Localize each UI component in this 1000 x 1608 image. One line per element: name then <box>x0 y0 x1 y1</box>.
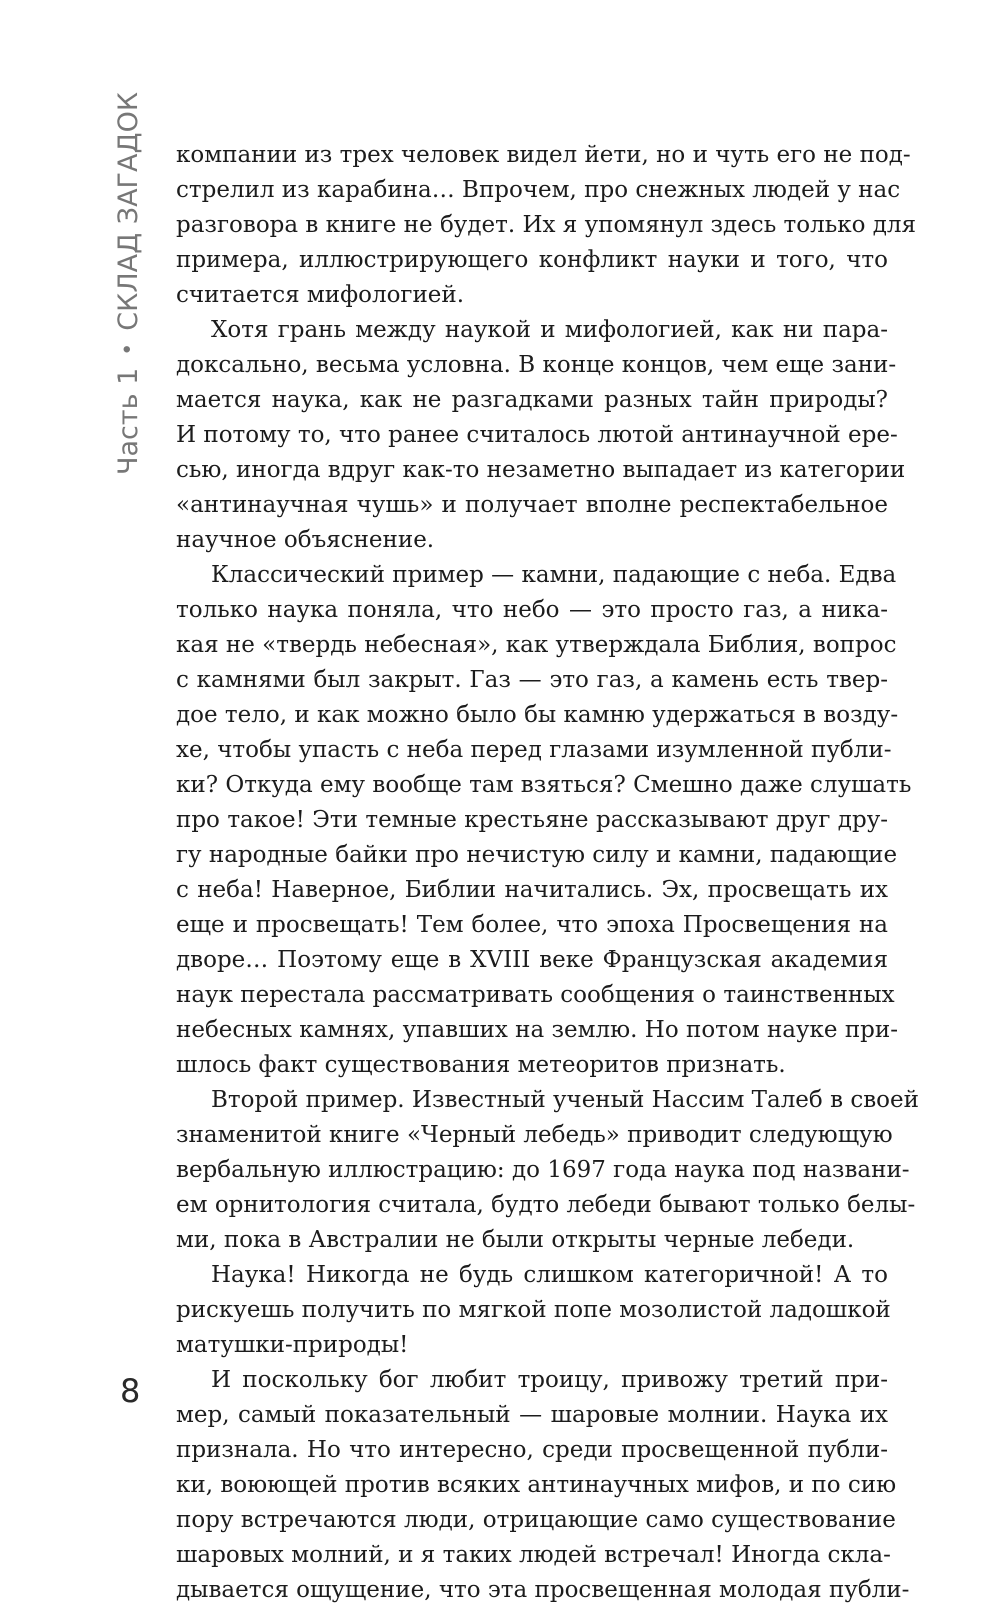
text-line: кая не «твердь небесная», как утверждала Библия, вопрос <box>176 632 897 658</box>
text-line: небесных камнях, упавших на землю. Но потом науке при- <box>176 1017 898 1043</box>
text-line: доксально, весьма условна. В конце концов, чем еще зани- <box>176 352 897 378</box>
running-head <box>108 92 148 475</box>
text-line: ки, воюющей против всяких антинаучных мифов, и по сию <box>176 1472 897 1498</box>
text-line: наук перестала рассматривать сообщения о таинственных <box>176 982 895 1008</box>
text-line: гу народные байки про нечистую силу и камни, падающие <box>176 842 898 868</box>
text-line: «антинаучная чушь» и получает вполне респектабельное <box>176 492 888 518</box>
text-line: сью, иногда вдруг как-то незаметно выпадает из категории <box>176 457 906 483</box>
paragraph <box>176 558 912 1083</box>
text-line: мается наука, как не разгадками разных тайн природы? <box>176 387 888 413</box>
text-line: с камнями был закрыт. Газ — это газ, а камень есть твер- <box>176 667 888 693</box>
paragraph <box>176 313 906 558</box>
text-line: считается мифологией. <box>176 282 465 308</box>
text-line: знаменитой книге «Черный лебедь» приводит следующую <box>176 1122 893 1148</box>
text-line: рискуешь получить по мягкой попе мозолистой ладошкой <box>176 1297 891 1323</box>
text-line: мер, самый показательный — шаровые молнии. Наука их <box>176 1402 888 1428</box>
text-line: Наука! Никогда не будь слишком категоричной! А то <box>211 1262 888 1288</box>
text-line: еще и просвещать! Тем более, что эпоха Просвещения на <box>176 912 888 938</box>
text-line: Классический пример — камни, падающие с неба. Едва <box>211 562 897 588</box>
text-line: И поскольку бог любит троицу, привожу третий при- <box>211 1367 888 1393</box>
text-line: И потому то, что ранее считалось лютой антинаучной ере- <box>176 422 898 448</box>
text-line: хе, чтобы упасть с неба перед глазами изумленной публи- <box>176 737 892 763</box>
body-text <box>176 138 919 1608</box>
text-line: про такое! Эти темные крестьяне рассказывают друг дру- <box>176 807 888 833</box>
text-line: ми, пока в Австралии не были открыты черные лебеди. <box>176 1227 855 1253</box>
text-line: признала. Но что интересно, среди просвещенной публи- <box>176 1437 888 1463</box>
paragraph <box>176 1363 910 1608</box>
paragraph <box>176 138 917 313</box>
page-number: 8 <box>120 1372 141 1410</box>
text-line: дывается ощущение, что эта просвещенная молодая публи- <box>176 1577 910 1603</box>
text-line: пору встречаются люди, отрицающие само существование <box>176 1507 896 1533</box>
part-label: Часть 1 <box>112 367 144 475</box>
text-line: вербальную иллюстрацию: до 1697 года наука под названи- <box>176 1157 910 1183</box>
text-line: стрелил из карабина… Впрочем, про снежных людей у нас <box>176 177 901 203</box>
text-line: разговора в книге не будет. Их я упомянул здесь только для <box>176 212 917 238</box>
paragraph <box>176 1083 919 1258</box>
text-line: ем орнитология считала, будто лебеди бывают только белы- <box>176 1192 916 1218</box>
text-line: научное объяснение. <box>176 527 435 553</box>
text-line: Хотя грань между наукой и мифологией, как ни пара- <box>211 317 888 343</box>
paragraph <box>176 1258 891 1363</box>
text-line: дворе… Поэтому еще в XVIII веке Французская академия <box>176 947 888 973</box>
text-line: шаровых молний, и я таких людей встречал! Иногда скла- <box>176 1542 891 1568</box>
text-line: ки? Откуда ему вообще там взяться? Смешно даже слушать <box>176 772 912 798</box>
section-title: СКЛАД ЗАГАДОК <box>112 92 144 331</box>
text-line: дое тело, и как можно было бы камню удержаться в возду- <box>176 702 899 728</box>
text-line: матушки-природы! <box>176 1332 409 1358</box>
text-line: только наука поняла, что небо — это просто газ, а ника- <box>176 597 888 623</box>
text-line: Второй пример. Известный ученый Нассим Талеб в своей <box>211 1087 919 1113</box>
text-line: с неба! Наверное, Библии начитались. Эх, просвещать их <box>176 877 888 903</box>
bullet-separator: • <box>115 342 141 356</box>
text-line: шлось факт существования метеоритов признать. <box>176 1052 786 1078</box>
text-line: компании из трех человек видел йети, но и чуть его не под- <box>176 142 911 168</box>
text-line: примера, иллюстрирующего конфликт науки и того, что <box>176 247 888 273</box>
